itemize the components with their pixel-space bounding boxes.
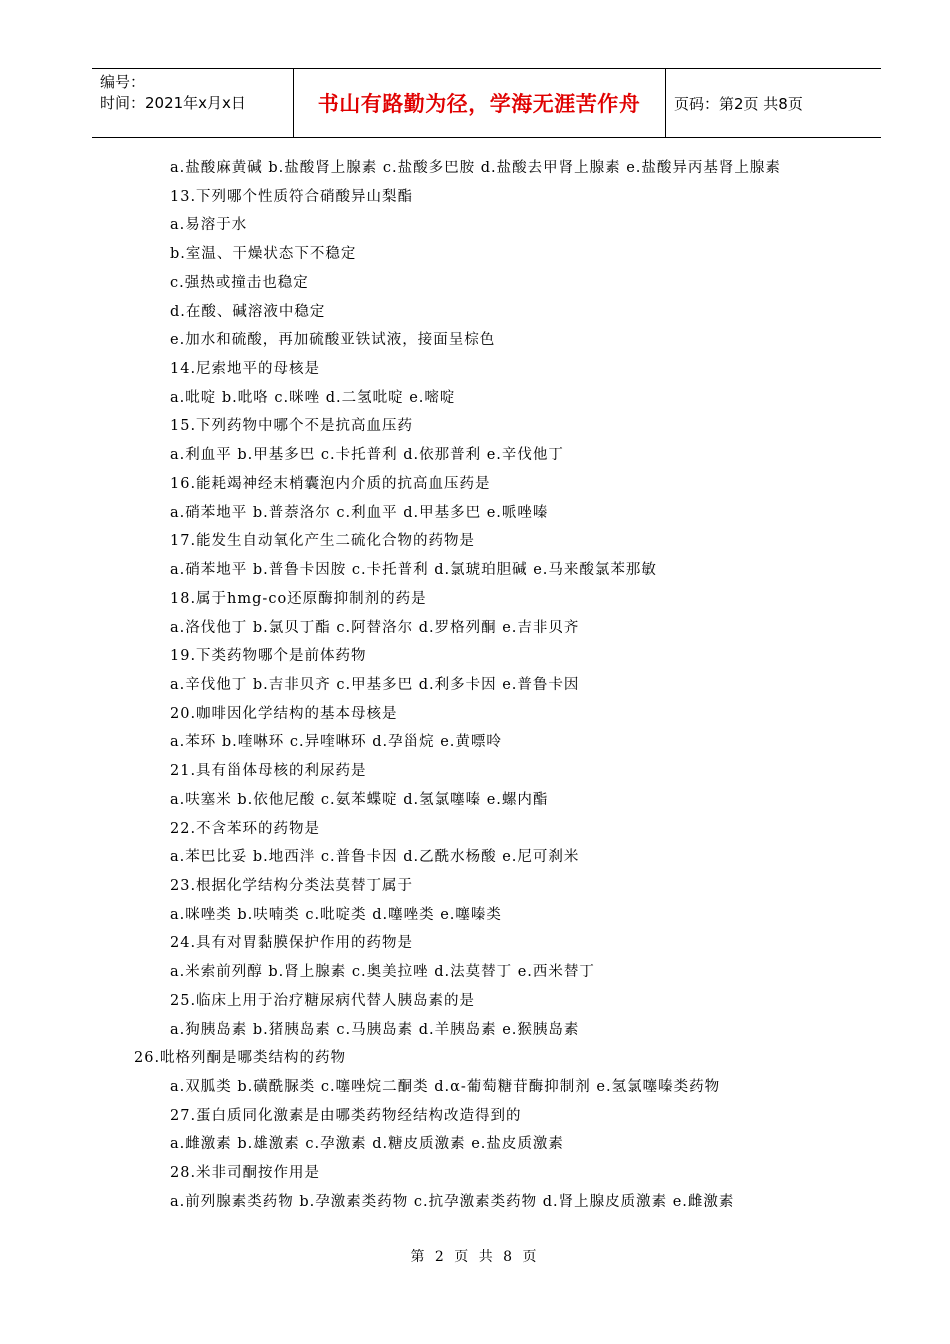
document-line: a.苯环 b.喹啉环 c.异喹啉环 d.孕甾烷 e.黄嘌呤 [170, 734, 502, 751]
document-line: 25.临床上用于治疗糖尿病代替人胰岛素的是 [170, 992, 476, 1009]
header-meta [100, 72, 290, 114]
time-label: 时间：2021年x月x日 [100, 94, 246, 112]
header-divider [665, 69, 666, 137]
document-line: e.加水和硫酸，再加硫酸亚铁试液，接面呈棕色 [170, 332, 496, 349]
document-line: a.盐酸麻黄碱 b.盐酸肾上腺素 c.盐酸多巴胺 d.盐酸去甲肾上腺素 e.盐酸异丙基肾上腺素 [170, 160, 781, 176]
document-line: 17.能发生自动氧化产生二硫化合物的药物是 [170, 533, 476, 550]
document-line: 19.下类药物哪个是前体药物 [170, 648, 367, 665]
document-line: a.利血平 b.甲基多巴 c.卡托普利 d.依那普利 e.辛伐他丁 [170, 447, 564, 464]
document-line: 15.下列药物中哪个不是抗高血压药 [170, 418, 414, 435]
document-line: a.苯巴比妥 b.地西泮 c.普鲁卡因 d.乙酰水杨酸 e.尼可刹米 [170, 849, 580, 866]
document-line: a.呋塞米 b.依他尼酸 c.氨苯蝶啶 d.氢氯噻嗪 e.螺内酯 [170, 791, 549, 808]
document-line: a.咪唑类 b.呋喃类 c.吡啶类 d.噻唑类 e.噻嗪类 [170, 906, 502, 923]
document-line: 20.咖啡因化学结构的基本母核是 [170, 705, 398, 722]
document-line: a.狗胰岛素 b.猪胰岛素 c.马胰岛素 d.羊胰岛素 e.猴胰岛素 [170, 1021, 580, 1038]
document-line: 21.具有甾体母核的利尿药是 [170, 763, 367, 780]
document-line: b.室温、干燥状态下不稳定 [170, 246, 357, 263]
document-line: a.硝苯地平 b.普鲁卡因胺 c.卡托普利 d.氯琥珀胆碱 e.马来酸氯苯那敏 [170, 562, 657, 579]
document-line: a.辛伐他丁 b.吉非贝齐 c.甲基多巴 d.利多卡因 e.普鲁卡因 [170, 676, 580, 693]
document-line: 22.不含苯环的药物是 [170, 820, 321, 837]
document-line: a.前列腺素类药物 b.孕激素类药物 c.抗孕激素类药物 d.肾上腺皮质激素 e.雌激素 [170, 1193, 735, 1210]
header-page-number: 页码：第2页 共8页 [674, 94, 803, 113]
document-line: a.雌激素 b.雄激素 c.孕激素 d.糖皮质激素 e.盐皮质激素 [170, 1136, 564, 1153]
document-line: 14.尼索地平的母核是 [170, 361, 321, 378]
question-line-outdented: 26.吡格列酮是哪类结构的药物 [134, 1050, 347, 1067]
document-line: a.易溶于水 [170, 217, 248, 234]
page-footer: 第 2 页 共 8 页 [410, 1249, 540, 1265]
document-line: a.米索前列醇 b.肾上腺素 c.奥美拉唑 d.法莫替丁 e.西米替丁 [170, 964, 595, 981]
document-line: 13.下列哪个性质符合硝酸异山梨酯 [170, 188, 414, 205]
number-label: 编号： [100, 73, 146, 91]
document-line: 27.蛋白质同化激素是由哪类药物经结构改造得到的 [170, 1107, 522, 1124]
header-motto: 书山有路勤为径，学海无涯苦作舟 [317, 92, 641, 116]
page-header [92, 68, 881, 138]
document-line: a.吡啶 b.吡咯 c.咪唑 d.二氢吡啶 e.嘧啶 [170, 389, 456, 406]
document-line: 16.能耗竭神经末梢囊泡内介质的抗高血压药是 [170, 475, 491, 492]
document-line: a.双胍类 b.磺酰脲类 c.噻唑烷二酮类 d.α-葡萄糖苷酶抑制剂 e.氢氯噻嗪类药物 [170, 1079, 721, 1096]
document-line: 18.属于hmg-co还原酶抑制剂的药是 [170, 590, 427, 607]
document-line: a.硝苯地平 b.普萘洛尔 c.利血平 d.甲基多巴 e.哌唑嗪 [170, 504, 549, 521]
document-line: 23.根据化学结构分类法莫替丁属于 [170, 878, 414, 894]
document-line: 24.具有对胃黏膜保护作用的药物是 [170, 935, 414, 952]
document-line: c.强热或撞击也稳定 [170, 274, 309, 291]
document-line: a.洛伐他丁 b.氯贝丁酯 c.阿替洛尔 d.罗格列酮 e.吉非贝齐 [170, 619, 580, 636]
document-line: 28.米非司酮按作用是 [170, 1165, 321, 1182]
document-line: d.在酸、碱溶液中稳定 [170, 303, 326, 320]
